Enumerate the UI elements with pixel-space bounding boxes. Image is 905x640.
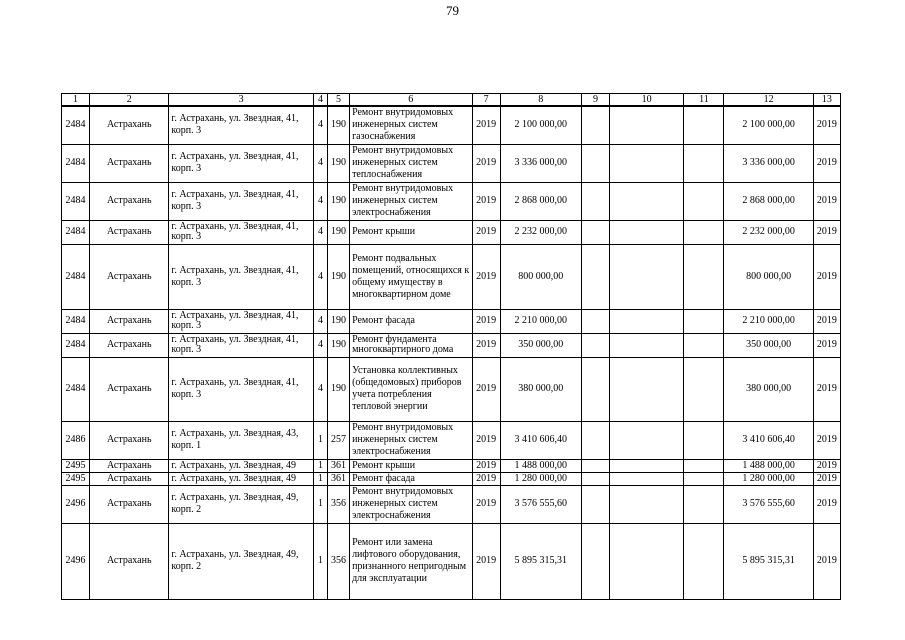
city-cell: Астрахань xyxy=(90,485,169,523)
work-type-cell: Ремонт фасада xyxy=(350,472,472,485)
row-number-cell: 2484 xyxy=(62,144,90,182)
column-10-cell xyxy=(610,485,684,523)
column-4-cell: 4 xyxy=(313,309,327,333)
city-cell: Астрахань xyxy=(90,523,169,599)
column-10-cell xyxy=(610,106,684,144)
total-cell: 3 336 000,00 xyxy=(724,144,813,182)
year-cell: 2019 xyxy=(472,357,500,421)
work-type-cell: Установка коллективных (общедомовых) приборов учета потребления тепловой энергии xyxy=(350,357,472,421)
work-type-cell: Ремонт внутридомовых инженерных систем электроснабжения xyxy=(350,421,472,459)
row-number-cell: 2484 xyxy=(62,106,90,144)
amount-cell: 3 410 606,40 xyxy=(500,421,581,459)
work-type-cell: Ремонт крыши xyxy=(350,459,472,472)
column-header-11: 11 xyxy=(684,94,724,107)
column-9-cell xyxy=(581,421,609,459)
address-cell: г. Астрахань, ул. Звездная, 41, корп. 3 xyxy=(169,357,314,421)
column-9-cell xyxy=(581,485,609,523)
column-5-cell: 190 xyxy=(327,106,349,144)
total-cell: 2 100 000,00 xyxy=(724,106,813,144)
address-cell: г. Астрахань, ул. Звездная, 41, корп. 3 xyxy=(169,220,314,244)
column-header-2: 2 xyxy=(90,94,169,107)
column-header-7: 7 xyxy=(472,94,500,107)
column-5-cell: 361 xyxy=(327,459,349,472)
column-10-cell xyxy=(610,144,684,182)
table-row xyxy=(62,333,841,357)
column-header-3: 3 xyxy=(169,94,314,107)
column-11-cell xyxy=(684,144,724,182)
year-cell: 2019 xyxy=(472,523,500,599)
row-number-cell: 2495 xyxy=(62,459,90,472)
amount-cell: 5 895 315,31 xyxy=(500,523,581,599)
total-cell: 350 000,00 xyxy=(724,333,813,357)
total-cell: 5 895 315,31 xyxy=(724,523,813,599)
column-10-cell xyxy=(610,244,684,309)
table-body xyxy=(62,106,841,599)
amount-cell: 800 000,00 xyxy=(500,244,581,309)
column-header-9: 9 xyxy=(581,94,609,107)
address-cell: г. Астрахань, ул. Звездная, 49 xyxy=(169,472,314,485)
column-9-cell xyxy=(581,220,609,244)
column-5-cell: 257 xyxy=(327,421,349,459)
amount-cell: 1 280 000,00 xyxy=(500,472,581,485)
column-5-cell: 190 xyxy=(327,182,349,220)
city-cell: Астрахань xyxy=(90,106,169,144)
column-4-cell: 1 xyxy=(313,421,327,459)
column-10-cell xyxy=(610,357,684,421)
work-type-cell: Ремонт внутридомовых инженерных систем электроснабжения xyxy=(350,182,472,220)
amount-cell: 2 210 000,00 xyxy=(500,309,581,333)
work-type-cell: Ремонт внутридомовых инженерных систем газоснабжения xyxy=(350,106,472,144)
column-11-cell xyxy=(684,485,724,523)
row-number-cell: 2484 xyxy=(62,309,90,333)
total-cell: 1 488 000,00 xyxy=(724,459,813,472)
page-number: 79 xyxy=(446,3,459,18)
amount-cell: 3 336 000,00 xyxy=(500,144,581,182)
column-11-cell xyxy=(684,182,724,220)
column-9-cell xyxy=(581,106,609,144)
end-year-cell: 2019 xyxy=(813,144,840,182)
address-cell: г. Астрахань, ул. Звездная, 41, корп. 3 xyxy=(169,182,314,220)
total-cell: 2 210 000,00 xyxy=(724,309,813,333)
column-9-cell xyxy=(581,333,609,357)
address-cell: г. Астрахань, ул. Звездная, 41, корп. 3 xyxy=(169,309,314,333)
column-11-cell xyxy=(684,523,724,599)
column-11-cell xyxy=(684,333,724,357)
address-cell: г. Астрахань, ул. Звездная, 41, корп. 3 xyxy=(169,333,314,357)
column-11-cell xyxy=(684,459,724,472)
row-number-cell: 2484 xyxy=(62,333,90,357)
year-cell: 2019 xyxy=(472,485,500,523)
column-10-cell xyxy=(610,472,684,485)
column-4-cell: 1 xyxy=(313,472,327,485)
column-5-cell: 190 xyxy=(327,357,349,421)
row-number-cell: 2496 xyxy=(62,485,90,523)
column-5-cell: 190 xyxy=(327,220,349,244)
amount-cell: 2 868 000,00 xyxy=(500,182,581,220)
column-header-1: 1 xyxy=(62,94,90,107)
year-cell: 2019 xyxy=(472,309,500,333)
address-cell: г. Астрахань, ул. Звездная, 49 xyxy=(169,459,314,472)
column-5-cell: 190 xyxy=(327,309,349,333)
year-cell: 2019 xyxy=(472,144,500,182)
amount-cell: 2 232 000,00 xyxy=(500,220,581,244)
column-10-cell xyxy=(610,459,684,472)
column-4-cell: 1 xyxy=(313,485,327,523)
work-type-cell: Ремонт фундамента многоквартирного дома xyxy=(350,333,472,357)
column-header-6: 6 xyxy=(350,94,472,107)
column-9-cell xyxy=(581,523,609,599)
table-row xyxy=(62,182,841,220)
register-table xyxy=(61,93,841,600)
column-11-cell xyxy=(684,244,724,309)
amount-cell: 350 000,00 xyxy=(500,333,581,357)
column-11-cell xyxy=(684,421,724,459)
end-year-cell: 2019 xyxy=(813,523,840,599)
row-number-cell: 2486 xyxy=(62,421,90,459)
total-cell: 1 280 000,00 xyxy=(724,472,813,485)
table-row xyxy=(62,357,841,421)
work-type-cell: Ремонт внутридомовых инженерных систем электроснабжения xyxy=(350,485,472,523)
column-9-cell xyxy=(581,244,609,309)
address-cell: г. Астрахань, ул. Звездная, 41, корп. 3 xyxy=(169,106,314,144)
column-5-cell: 190 xyxy=(327,333,349,357)
year-cell: 2019 xyxy=(472,459,500,472)
column-10-cell xyxy=(610,220,684,244)
total-cell: 800 000,00 xyxy=(724,244,813,309)
city-cell: Астрахань xyxy=(90,357,169,421)
column-9-cell xyxy=(581,182,609,220)
row-number-cell: 2484 xyxy=(62,220,90,244)
table-row xyxy=(62,485,841,523)
end-year-cell: 2019 xyxy=(813,459,840,472)
table-header xyxy=(62,94,841,107)
column-11-cell xyxy=(684,309,724,333)
table-row xyxy=(62,523,841,599)
table-row xyxy=(62,472,841,485)
year-cell: 2019 xyxy=(472,421,500,459)
header-row xyxy=(62,94,841,107)
table-row xyxy=(62,309,841,333)
address-cell: г. Астрахань, ул. Звездная, 41, корп. 3 xyxy=(169,244,314,309)
year-cell: 2019 xyxy=(472,472,500,485)
end-year-cell: 2019 xyxy=(813,244,840,309)
end-year-cell: 2019 xyxy=(813,472,840,485)
column-5-cell: 361 xyxy=(327,472,349,485)
city-cell: Астрахань xyxy=(90,472,169,485)
column-5-cell: 190 xyxy=(327,144,349,182)
total-cell: 3 576 555,60 xyxy=(724,485,813,523)
column-11-cell xyxy=(684,472,724,485)
table-row xyxy=(62,421,841,459)
work-type-cell: Ремонт крыши xyxy=(350,220,472,244)
column-10-cell xyxy=(610,182,684,220)
city-cell: Астрахань xyxy=(90,244,169,309)
end-year-cell: 2019 xyxy=(813,485,840,523)
address-cell: г. Астрахань, ул. Звездная, 43, корп. 1 xyxy=(169,421,314,459)
column-4-cell: 4 xyxy=(313,220,327,244)
column-4-cell: 1 xyxy=(313,523,327,599)
amount-cell: 3 576 555,60 xyxy=(500,485,581,523)
table-row xyxy=(62,459,841,472)
column-4-cell: 1 xyxy=(313,459,327,472)
work-type-cell: Ремонт подвальных помещений, относящихся к общему имуществу в многоквартирном доме xyxy=(350,244,472,309)
total-cell: 2 868 000,00 xyxy=(724,182,813,220)
row-number-cell: 2484 xyxy=(62,182,90,220)
city-cell: Астрахань xyxy=(90,421,169,459)
address-cell: г. Астрахань, ул. Звездная, 49, корп. 2 xyxy=(169,523,314,599)
column-header-8: 8 xyxy=(500,94,581,107)
row-number-cell: 2495 xyxy=(62,472,90,485)
column-5-cell: 190 xyxy=(327,244,349,309)
city-cell: Астрахань xyxy=(90,333,169,357)
column-9-cell xyxy=(581,472,609,485)
column-4-cell: 4 xyxy=(313,106,327,144)
column-9-cell xyxy=(581,357,609,421)
year-cell: 2019 xyxy=(472,106,500,144)
work-type-cell: Ремонт внутридомовых инженерных систем теплоснабжения xyxy=(350,144,472,182)
column-10-cell xyxy=(610,421,684,459)
total-cell: 3 410 606,40 xyxy=(724,421,813,459)
city-cell: Астрахань xyxy=(90,144,169,182)
column-header-4: 4 xyxy=(313,94,327,107)
column-4-cell: 4 xyxy=(313,333,327,357)
row-number-cell: 2484 xyxy=(62,357,90,421)
table-row xyxy=(62,106,841,144)
year-cell: 2019 xyxy=(472,182,500,220)
end-year-cell: 2019 xyxy=(813,421,840,459)
end-year-cell: 2019 xyxy=(813,106,840,144)
column-4-cell: 4 xyxy=(313,357,327,421)
column-header-13: 13 xyxy=(813,94,840,107)
row-number-cell: 2484 xyxy=(62,244,90,309)
column-4-cell: 4 xyxy=(313,144,327,182)
address-cell: г. Астрахань, ул. Звездная, 49, корп. 2 xyxy=(169,485,314,523)
column-4-cell: 4 xyxy=(313,244,327,309)
amount-cell: 380 000,00 xyxy=(500,357,581,421)
column-10-cell xyxy=(610,523,684,599)
column-header-12: 12 xyxy=(724,94,813,107)
end-year-cell: 2019 xyxy=(813,220,840,244)
column-11-cell xyxy=(684,220,724,244)
column-9-cell xyxy=(581,309,609,333)
end-year-cell: 2019 xyxy=(813,309,840,333)
work-type-cell: Ремонт или замена лифтового оборудования, признанного непригодным для эксплуатации xyxy=(350,523,472,599)
city-cell: Астрахань xyxy=(90,182,169,220)
year-cell: 2019 xyxy=(472,220,500,244)
column-9-cell xyxy=(581,459,609,472)
column-10-cell xyxy=(610,333,684,357)
year-cell: 2019 xyxy=(472,244,500,309)
column-11-cell xyxy=(684,357,724,421)
table-row xyxy=(62,244,841,309)
column-4-cell: 4 xyxy=(313,182,327,220)
amount-cell: 1 488 000,00 xyxy=(500,459,581,472)
city-cell: Астрахань xyxy=(90,459,169,472)
table-row xyxy=(62,220,841,244)
row-number-cell: 2496 xyxy=(62,523,90,599)
address-cell: г. Астрахань, ул. Звездная, 41, корп. 3 xyxy=(169,144,314,182)
column-10-cell xyxy=(610,309,684,333)
city-cell: Астрахань xyxy=(90,220,169,244)
end-year-cell: 2019 xyxy=(813,357,840,421)
work-type-cell: Ремонт фасада xyxy=(350,309,472,333)
total-cell: 2 232 000,00 xyxy=(724,220,813,244)
column-header-10: 10 xyxy=(610,94,684,107)
column-9-cell xyxy=(581,144,609,182)
city-cell: Астрахань xyxy=(90,309,169,333)
table-row xyxy=(62,144,841,182)
year-cell: 2019 xyxy=(472,333,500,357)
column-5-cell: 356 xyxy=(327,523,349,599)
end-year-cell: 2019 xyxy=(813,333,840,357)
amount-cell: 2 100 000,00 xyxy=(500,106,581,144)
end-year-cell: 2019 xyxy=(813,182,840,220)
column-11-cell xyxy=(684,106,724,144)
column-header-5: 5 xyxy=(327,94,349,107)
column-5-cell: 356 xyxy=(327,485,349,523)
total-cell: 380 000,00 xyxy=(724,357,813,421)
